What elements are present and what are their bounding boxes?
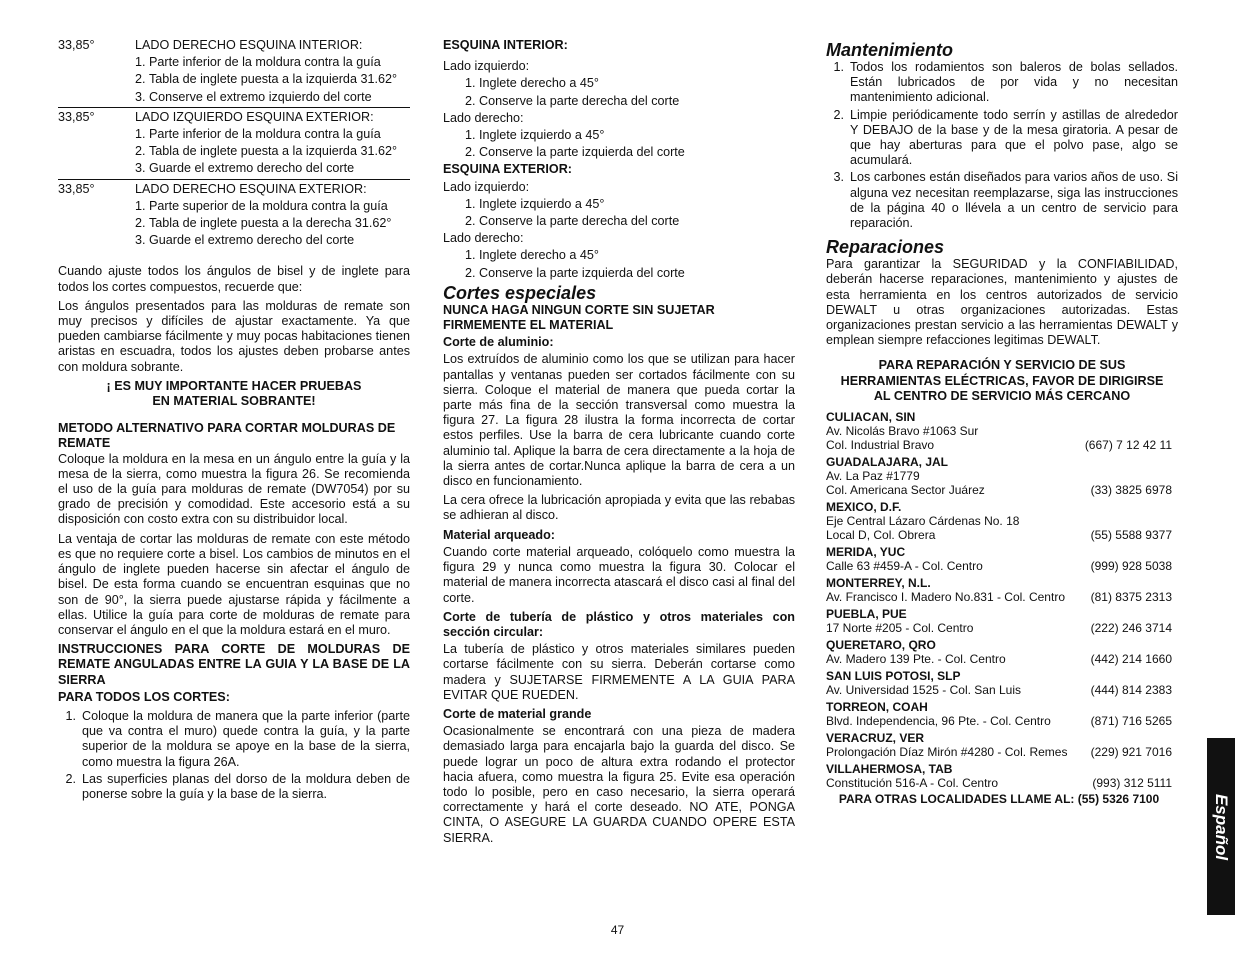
angle-step: [135, 127, 410, 142]
step-number: 2.: [135, 144, 146, 159]
paragraph: Los ángulos presentados para las molduras de remate son muy precisos y difíciles de ajustar exactamente. Ya que pueden cambiarse fácilmente y muy pocas habitaciones tienen aristas en escuadra, todos los ajustes deben probarse antes con moldura sobrante.: [58, 298, 410, 374]
language-tab-label: Español: [1212, 793, 1231, 860]
angle-value: 33,85°: [58, 38, 95, 52]
step-text: Guarde el extremo derecho del corte: [149, 161, 355, 176]
service-center: [826, 545, 1178, 573]
center-phone: (81) 8375 2313: [1090, 590, 1172, 605]
step-number: 1.: [135, 198, 146, 213]
service-center: [826, 731, 1178, 759]
step: 1. Inglete izquierdo a 45°: [465, 128, 605, 143]
step-text: Parte inferior de la moldura contra la guía: [149, 127, 381, 142]
center-city: MERIDA, YUC: [826, 545, 906, 560]
center-row: [826, 528, 1178, 542]
angle-table: [58, 38, 410, 250]
label: Lado derecho:: [443, 110, 524, 125]
center-row: [826, 683, 1178, 697]
section-heading: PARA TODOS LOS CORTES:: [58, 689, 230, 704]
paragraph: Coloque la moldura en la mesa en un ángulo entre la guía y la mesa de la sierra, como muestra la figura 26. Se recomienda el uso de la guía para molduras de remate (DW7054) por su grado de precisión y comodidad. Este accesorio está a su disposición con costo extra con su distribuidor local.: [58, 451, 410, 527]
subheading: Corte de tubería de plástico y otros materiales con sección circular:: [443, 609, 795, 639]
center-city: GUADALAJARA, JAL: [826, 455, 949, 470]
item-text: Coloque la moldura de manera que la parte inferior (parte que va contra el muro) quede contra la guía, y la parte superior de la moldura se apoye en la base de la sierra, como muestra la figura 26A.: [82, 708, 410, 769]
center-city: MEXICO, D.F.: [826, 500, 902, 515]
center-address: Blvd. Independencia, 96 Pte. - Col. Centro: [826, 714, 1051, 729]
paragraph: La ventaja de cortar las molduras de remate con este método es que no requiere corte a bisel. Los cambios de minutos en el ángulo de inglete pueden hacerse sin afectar el ángulo de bisel. De esta forma cuando se encuentran esquinas que no son de 90°, la sierra puede ajustarse rápida y fácilmente a ellas. Utilice la guía para corte de molduras de remate para conservar el ángulo en el que la moldura estará en el muro.: [58, 531, 410, 637]
angle-heading: LADO IZQUIERDO ESQUINA EXTERIOR:: [135, 109, 374, 124]
label: Lado derecho:: [443, 231, 524, 246]
center-address: Prolongación Díaz Mirón #4280 - Col. Remes: [826, 745, 1068, 760]
instructions-list: [58, 709, 410, 802]
section-title: Cortes especiales: [443, 282, 597, 303]
service-center: [826, 500, 1178, 542]
section-heading: METODO ALTERNATIVO PARA CORTAR MOLDURAS DE REMATE: [58, 421, 396, 451]
step-text: Parte inferior de la moldura contra la guía: [149, 55, 381, 70]
angle-step: [135, 216, 410, 231]
center-phone: (999) 928 5038: [1090, 559, 1172, 574]
step: 2. Conserve la parte izquierda del corte: [465, 145, 685, 160]
column-left: [58, 38, 410, 804]
paragraph: Cuando corte material arqueado, colóquelo como muestra la figura 29 y nunca como muestra la figura 30. Colocar el material de manera incorrecta atascará el disco casi al final del corte.: [443, 544, 795, 605]
step-text: Conserve el extremo izquierdo del corte: [149, 89, 372, 104]
angle-body: [135, 110, 410, 179]
step-text: Tabla de inglete puesta a la izquierda 31.62°: [149, 144, 397, 159]
subheading: Corte de material grande: [443, 706, 592, 721]
center-city: PUEBLA, PUE: [826, 607, 907, 622]
center-city: MONTERREY, N.L.: [826, 576, 931, 591]
service-center: [826, 607, 1178, 635]
center-city: QUERETARO, QRO: [826, 638, 936, 653]
center-row: [826, 652, 1178, 666]
angle-step: [135, 161, 410, 176]
service-centers: [826, 410, 1178, 790]
center-row: [826, 714, 1178, 728]
angle-step: [135, 199, 410, 214]
step-number: 1.: [135, 55, 146, 70]
angle-body: [135, 182, 410, 251]
center-phone: (993) 312 5111: [1092, 776, 1172, 791]
step: 1. Inglete derecho a 45°: [465, 76, 599, 91]
center-city: VILLAHERMOSA, TAB: [826, 762, 953, 777]
service-center: [826, 576, 1178, 604]
center-row: [826, 483, 1178, 497]
angle-value: 33,85°: [58, 109, 95, 124]
center-address: Av. Madero 139 Pte. - Col. Centro: [826, 652, 1006, 667]
item-text: Las superficies planas del dorso de la moldura deben de ponerse sobre la guía y la base de la sierra.: [82, 771, 410, 801]
center-city: CULIACAN, SIN: [826, 410, 916, 425]
service-center: [826, 410, 1178, 452]
list-item: [58, 772, 410, 802]
list-item: [826, 108, 1178, 169]
center-address: Local D, Col. Obrera: [826, 528, 936, 543]
center-address: Col. Industrial Bravo: [826, 438, 935, 453]
step-text: Tabla de inglete puesta a la derecha 31.62°: [149, 216, 392, 231]
angle-row: [58, 38, 410, 108]
item-number: 1.: [65, 708, 76, 723]
step-number: 3.: [135, 161, 146, 176]
angle-step: [135, 72, 410, 87]
warning-line: EN MATERIAL SOBRANTE!: [152, 394, 316, 409]
center-row: [826, 745, 1178, 759]
center-row: [826, 621, 1178, 635]
column-middle: [443, 38, 795, 850]
center-address: Av. Nicolás Bravo #1063 Sur: [826, 424, 979, 439]
service-center: [826, 669, 1178, 697]
warning: NUNCA HAGA NINGUN CORTE SIN SUJETAR FIRMEMENTE EL MATERIAL: [443, 302, 715, 333]
center-row: [826, 776, 1178, 790]
paragraph: La cera ofrece la lubricación apropiada y evita que las rebabas se adhieran al disco.: [443, 493, 795, 523]
angle-heading: LADO DERECHO ESQUINA EXTERIOR:: [135, 181, 367, 196]
center-phone: (222) 246 3714: [1090, 621, 1172, 636]
section-title: Mantenimiento: [826, 40, 954, 60]
center-address: Col. Americana Sector Juárez: [826, 483, 985, 498]
paragraph: Los extruídos de aluminio como los que se utilizan para hacer pantallas y ventanas pueden ser cortados fácilmente con su sierra. Coloque el material de manera que pueda cortar la parte más fina de la sección transversal como muestra la figura 27. La figura 28 ilustra la forma incorrecta de cortar estos perfiles. Use la barra de cera lubricante cuando corte aluminio tal. Aplique la barra de cera directamente a la hoja de la sierra antes de cortar.Nunca aplique la barra de cera a un disco en funcionamiento.: [443, 352, 795, 489]
step: 2. Conserve la parte derecha del corte: [465, 93, 680, 108]
step-number: 3.: [135, 89, 146, 104]
center-phone: (55) 5588 9377: [1090, 528, 1172, 543]
paragraph: La tubería de plástico y otros materiales similares pueden cortarse fácilmente con su sierra. Deberán cortarse como madera y SUJETARSE FIRMEMENTE A LA GUIA PARA EVITAR QUE RUEDEN.: [443, 642, 795, 702]
maintenance-list: [826, 60, 1178, 231]
center-phone: (444) 814 2383: [1090, 683, 1172, 698]
service-heading: PARA REPARACIÓN Y SERVICIO DE SUS HERRAMIENTAS ELÉCTRICAS, FAVOR DE DIRIGIRSE AL CENTRO DE SERVICIO MÁS CERCANO: [840, 358, 1164, 403]
center-phone: (229) 921 7016: [1090, 745, 1172, 760]
warning-line: ¡ ES MUY IMPORTANTE HACER PRUEBAS: [106, 378, 362, 393]
center-address: Constitución 516-A - Col. Centro: [826, 776, 999, 791]
service-center: [826, 455, 1178, 497]
service-center: [826, 762, 1178, 790]
angle-value: 33,85°: [58, 181, 95, 196]
section-heading: INSTRUCCIONES PARA CORTE DE MOLDURAS DE REMATE ANGULADAS ENTRE LA GUIA Y LA BASE DE LA SIERRA: [58, 642, 410, 687]
center-city: TORREON, COAH: [826, 700, 928, 715]
paragraph: Ocasionalmente se encontrará con una pieza de madera demasiado larga para encajarla bajo la guarda del disco. Se puede lograr un poco de altura extra rodando el protector hacia afuera, como muestra la figura 25. Evite esa operación todo lo posible, pero en caso necesario, la sierra operará correctamente y hará el corte deseado. NO ATE, PONGA CINTA, O ASEGURE LA GUARDA CUANDO OPERE ESTA SIERRA.: [443, 724, 795, 845]
paragraph: Cuando ajuste todos los ángulos de bisel y de inglete para todos los cortes compuestos, recuerde que:: [58, 264, 410, 294]
label: Lado izquierdo:: [443, 59, 530, 74]
step-number: 3.: [135, 233, 146, 248]
center-address: Calle 63 #459-A - Col. Centro: [826, 559, 983, 574]
angle-step: [135, 55, 410, 70]
angle-heading: LADO DERECHO ESQUINA INTERIOR:: [135, 38, 363, 52]
center-city: VERACRUZ, VER: [826, 731, 925, 746]
step-text: Tabla de inglete puesta a la izquierda 31.62°: [149, 72, 397, 87]
label: Lado izquierdo:: [443, 179, 530, 194]
list-item: [826, 60, 1178, 106]
language-tab: [1207, 738, 1235, 915]
item-number: 3.: [833, 170, 844, 185]
step-number: 1.: [135, 127, 146, 142]
section-heading: ESQUINA EXTERIOR:: [443, 162, 572, 177]
center-address: 17 Norte #205 - Col. Centro: [826, 621, 974, 636]
step-text: Guarde el extremo derecho del corte: [149, 233, 355, 248]
center-address: Av. Francisco I. Madero No.831 - Col. Centro: [826, 590, 1065, 605]
list-item: [826, 170, 1178, 231]
item-number: 2.: [833, 107, 844, 122]
paragraph: Para garantizar la SEGURIDAD y la CONFIABILIDAD, deberán hacerse reparaciones, mantenimiento y ajustes de esta herramienta en los centros autorizados de servicio DEWALT u otras organizaciones autorizadas. Estas organizaciones prestan servicio a las herramientas DEWALT y emplean siempre refacciones legitimas DEWALT.: [826, 257, 1178, 348]
page-number: 47: [610, 923, 625, 937]
angle-step: [135, 233, 410, 248]
item-text: Limpie periódicamente todo serrín y astillas de alrededor Y DEBAJO de la base y de la mesa giratoria. A pesar de que hay aberturas para que el polvo pase, algo se acumulará.: [850, 107, 1178, 168]
step-number: 2.: [135, 216, 146, 231]
angle-row: [58, 182, 410, 251]
step: 1. Inglete izquierdo a 45°: [465, 196, 605, 211]
angle-step: [135, 90, 410, 105]
center-row: [826, 559, 1178, 573]
center-phone: (442) 214 1660: [1090, 652, 1172, 667]
item-text: Todos los rodamientos son baleros de bolas sellados. Están lubricados de por vida y no necesitan mantenimiento adicional.: [850, 60, 1178, 105]
other-locations: PARA OTRAS LOCALIDADES LLAME AL: (55) 5326 7100: [838, 792, 1160, 807]
step-text: Parte superior de la moldura contra la guía: [149, 198, 388, 213]
section-title: Reparaciones: [826, 237, 945, 258]
angle-step: [135, 144, 410, 159]
warning: [58, 379, 410, 409]
section-heading: ESQUINA INTERIOR:: [443, 38, 568, 52]
center-phone: (33) 3825 6978: [1090, 483, 1172, 498]
center-address: Av. Universidad 1525 - Col. San Luis: [826, 683, 1021, 698]
center-phone: (871) 716 5265: [1090, 714, 1172, 729]
list-item: [58, 709, 410, 770]
center-address: Av. La Paz #1779: [826, 469, 920, 484]
step: 2. Conserve la parte derecha del corte: [465, 214, 680, 229]
center-city: SAN LUIS POTOSI, SLP: [826, 669, 961, 684]
service-center: [826, 700, 1178, 728]
service-center: [826, 638, 1178, 666]
column-right: [826, 38, 1178, 807]
subheading: Material arqueado:: [443, 527, 555, 542]
center-address: Eje Central Lázaro Cárdenas No. 18: [826, 514, 1020, 529]
angle-body: [135, 38, 410, 107]
center-row: [826, 590, 1178, 604]
step: 2. Conserve la parte izquierda del corte: [465, 265, 685, 280]
subheading: Corte de aluminio:: [443, 335, 554, 350]
angle-row: [58, 110, 410, 180]
item-number: 1.: [833, 60, 844, 74]
item-text: Los carbones están diseñados para varios años de uso. Si alguna vez necesitan reemplazarse, siga las instrucciones de la página 40 o llévela a un centro de servicio para reparación.: [850, 170, 1178, 231]
item-number: 2.: [65, 771, 76, 786]
center-row: [826, 438, 1178, 452]
center-phone: (667) 7 12 42 11: [1084, 438, 1172, 453]
step-number: 2.: [135, 72, 146, 87]
step: 1. Inglete derecho a 45°: [465, 248, 599, 263]
